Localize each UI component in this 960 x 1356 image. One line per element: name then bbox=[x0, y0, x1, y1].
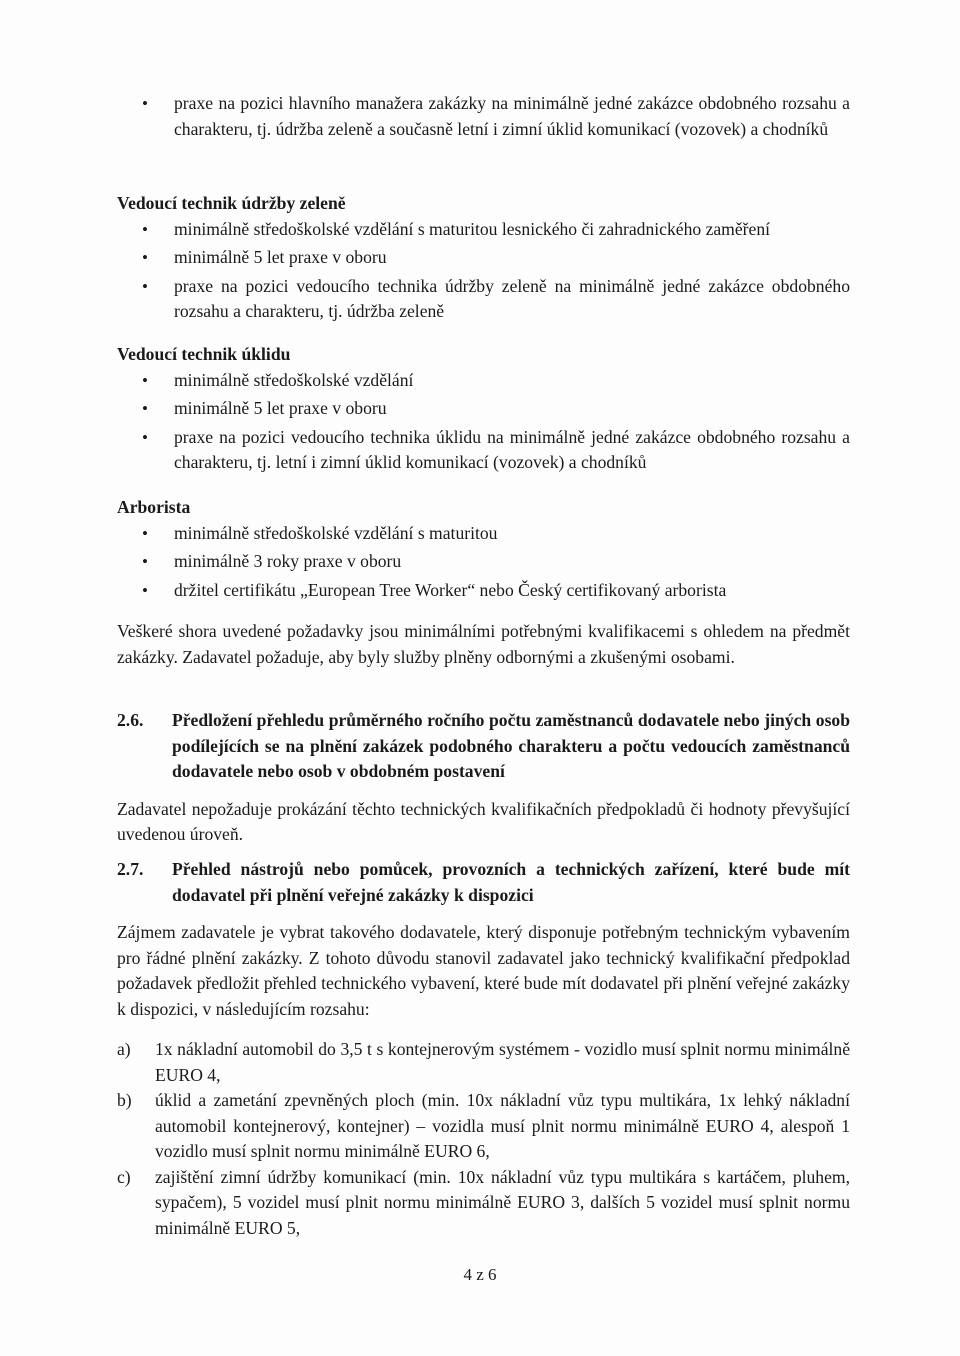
list-item: • držitel certifikátu „European Tree Worker“ nebo Český certifikovaný arborista bbox=[117, 578, 850, 604]
section-heading: Arborista bbox=[117, 497, 191, 517]
list-item-text: 1x nákladní automobil do 3,5 t s kontejnerovým systémem - vozidlo musí splnit normu minimálně EURO 4, bbox=[155, 1039, 850, 1085]
list-item: • praxe na pozici vedoucího technika údržby zeleně na minimálně jedné zakázce obdobného rozsahu a charakteru, tj. údržba zeleně bbox=[117, 274, 850, 325]
section-number: 2.6. bbox=[117, 710, 144, 730]
list-item bbox=[117, 1165, 850, 1242]
list-item: • minimálně středoškolské vzdělání s maturitou bbox=[117, 521, 850, 547]
intro-list-block bbox=[117, 91, 850, 142]
requirements-list bbox=[117, 217, 850, 325]
list-item bbox=[117, 1037, 850, 1088]
list-item: • minimálně 5 let praxe v oboru bbox=[117, 245, 850, 271]
summary-paragraph bbox=[117, 619, 850, 670]
requirements-list bbox=[117, 521, 850, 604]
list-letter: a) bbox=[117, 1039, 131, 1059]
equipment-list bbox=[117, 1037, 850, 1241]
section-title-text: Předložení přehledu průměrného ročního počtu zaměstnanců dodavatele nebo jiných osob podílejících se na plnění zakázek podobného charakteru a počtu vedoucích zaměstnanců dodavatele nebo osob v obdobném postavení bbox=[172, 710, 850, 781]
section-2-7 bbox=[117, 857, 850, 1241]
list-item: • minimálně středoškolské vzdělání bbox=[117, 368, 850, 394]
page-number: 4 z 6 bbox=[463, 1265, 497, 1284]
paragraph-text: Veškeré shora uvedené požadavky jsou minimálními potřebnými kvalifikacemi s ohledem na předmět zakázky. Zadavatel požaduje, aby byly služby plněny odbornými a zkušenými osobami. bbox=[117, 621, 850, 667]
section-title bbox=[117, 857, 850, 908]
section-cleaning-lead bbox=[117, 342, 850, 476]
list-item: • minimálně 5 let praxe v oboru bbox=[117, 396, 850, 422]
section-heading: Vedoucí technik údržby zeleně bbox=[117, 193, 346, 213]
list-item: • praxe na pozici hlavního manažera zakázky na minimálně jedné zakázce obdobného rozsahu a charakteru, tj. údržba zeleně a současně letní i zimní úklid komunikací (vozovek) a chodníků bbox=[117, 91, 850, 142]
list-letter: c) bbox=[117, 1166, 131, 1187]
list-item-text: úklid a zametání zpevněných ploch (min. 10x nákladní vůz typu multikára, 1x lehký nákladní automobil kontejnerový, kontejner) – vozidla musí plnit normu minimálně EURO 4, alespoň 1 vozidlo musí splnit normu minimálně EURO 6, bbox=[155, 1090, 850, 1161]
section-body: Zadavatel nepožaduje prokázání těchto technických kvalifikačních předpokladů či hodnoty převyšující uvedenou úroveň. bbox=[117, 798, 850, 844]
list-item: • praxe na pozici vedoucího technika úklidu na minimálně jedné zakázce obdobného rozsahu a charakteru, tj. letní i zimní úklid komunikací (vozovek) a chodníků bbox=[117, 425, 850, 476]
section-heading: Vedoucí technik úklidu bbox=[117, 344, 291, 364]
list-item bbox=[117, 1088, 850, 1165]
section-title-text: Přehled nástrojů nebo pomůcek, provozních a technických zařízení, které bude mít dodavatel při plnění veřejné zakázky k dispozici bbox=[172, 859, 850, 905]
section-arborist bbox=[117, 495, 850, 603]
list-item: • minimálně středoškolské vzdělání s maturitou lesnického či zahradnického zaměření bbox=[117, 217, 850, 243]
section-number: 2.7. bbox=[117, 859, 144, 879]
section-title bbox=[117, 708, 850, 785]
list-item-text: zajištění zimní údržby komunikací (min. 10x nákladní vůz typu multikára s kartáčem, pluhem, sypačem), 5 vozidel musí plnit normu minimálně EURO 3, dalších 5 vozidel musí splnit normu minimálně EURO 5, bbox=[155, 1166, 850, 1238]
requirements-list bbox=[117, 368, 850, 476]
intro-list bbox=[117, 91, 850, 142]
list-letter: b) bbox=[117, 1090, 132, 1110]
list-item: • minimálně 3 roky praxe v oboru bbox=[117, 549, 850, 575]
section-2-6 bbox=[117, 708, 850, 848]
section-body: Zájmem zadavatele je vybrat takového dodavatele, který disponuje potřebným technickým vybavením pro řádné plnění zakázky. Z tohoto důvodu stanovil zadavatel jako technický kvalifikační předpoklad požadavek předložit přehled technického vybavení, které bude mít dodavatel při plnění veřejné zakázky k dispozici, v následujícím rozsahu: bbox=[117, 922, 850, 1019]
section-greenery-lead bbox=[117, 191, 850, 325]
